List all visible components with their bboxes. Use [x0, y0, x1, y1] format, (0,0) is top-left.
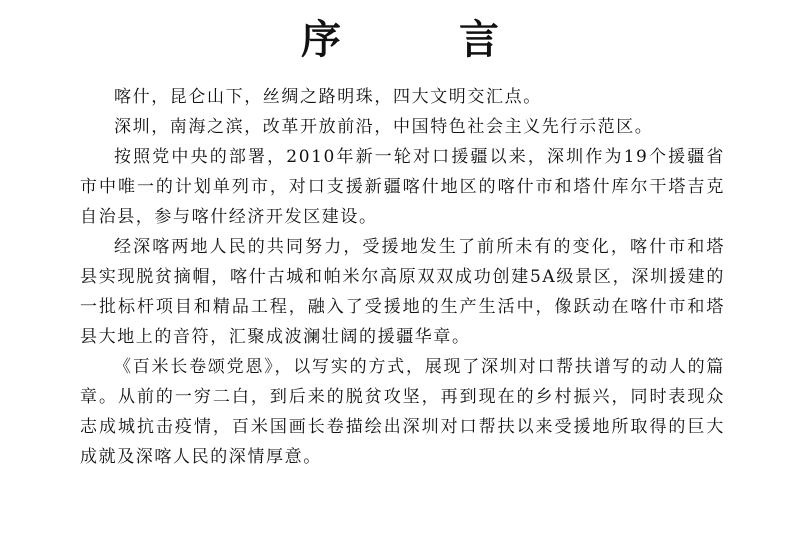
- paragraph-scroll-painting: 《百米长卷颂党恩》，以写实的方式，展现了深圳对口帮扶谱写的动人的篇章。从前的一穷二白，到后来的脱贫攻坚，再到现在的乡村振兴，同时表现众志成城抗击疫情，百米国画长卷描绘出深圳对口帮扶以来受援地所取得的巨大成就及深喀人民的深情厚意。: [80, 357, 725, 467]
- preface-body: [80, 82, 725, 472]
- paragraph-deployment: 按照党中央的部署，2010年新一轮对口援疆以来，深圳作为19个援疆省市中唯一的计划单列市，对口支援新疆喀什地区的喀什市和塔什库尔干塔吉克自治县，参与喀什经济开发区建设。: [80, 147, 725, 227]
- page-title: 序 言: [301, 16, 551, 63]
- paragraph-kashgar: 喀什，昆仑山下，丝绸之路明珠，四大文明交汇点。: [114, 87, 542, 107]
- paragraph-achievements: 经深喀两地人民的共同努力，受援地发生了前所未有的变化，喀什市和塔县实现脱贫摘帽，喀什古城和帕米尔高原双双成功创建5A级景区，深圳援建的一批标杆项目和精品工程，融入了受援地的生产生活中，像跃动在喀什市和塔县大地上的音符，汇聚成波澜壮阔的援疆华章。: [80, 237, 725, 347]
- paragraph-shenzhen: 深圳，南海之滨，改革开放前沿，中国特色社会主义先行示范区。: [114, 117, 654, 137]
